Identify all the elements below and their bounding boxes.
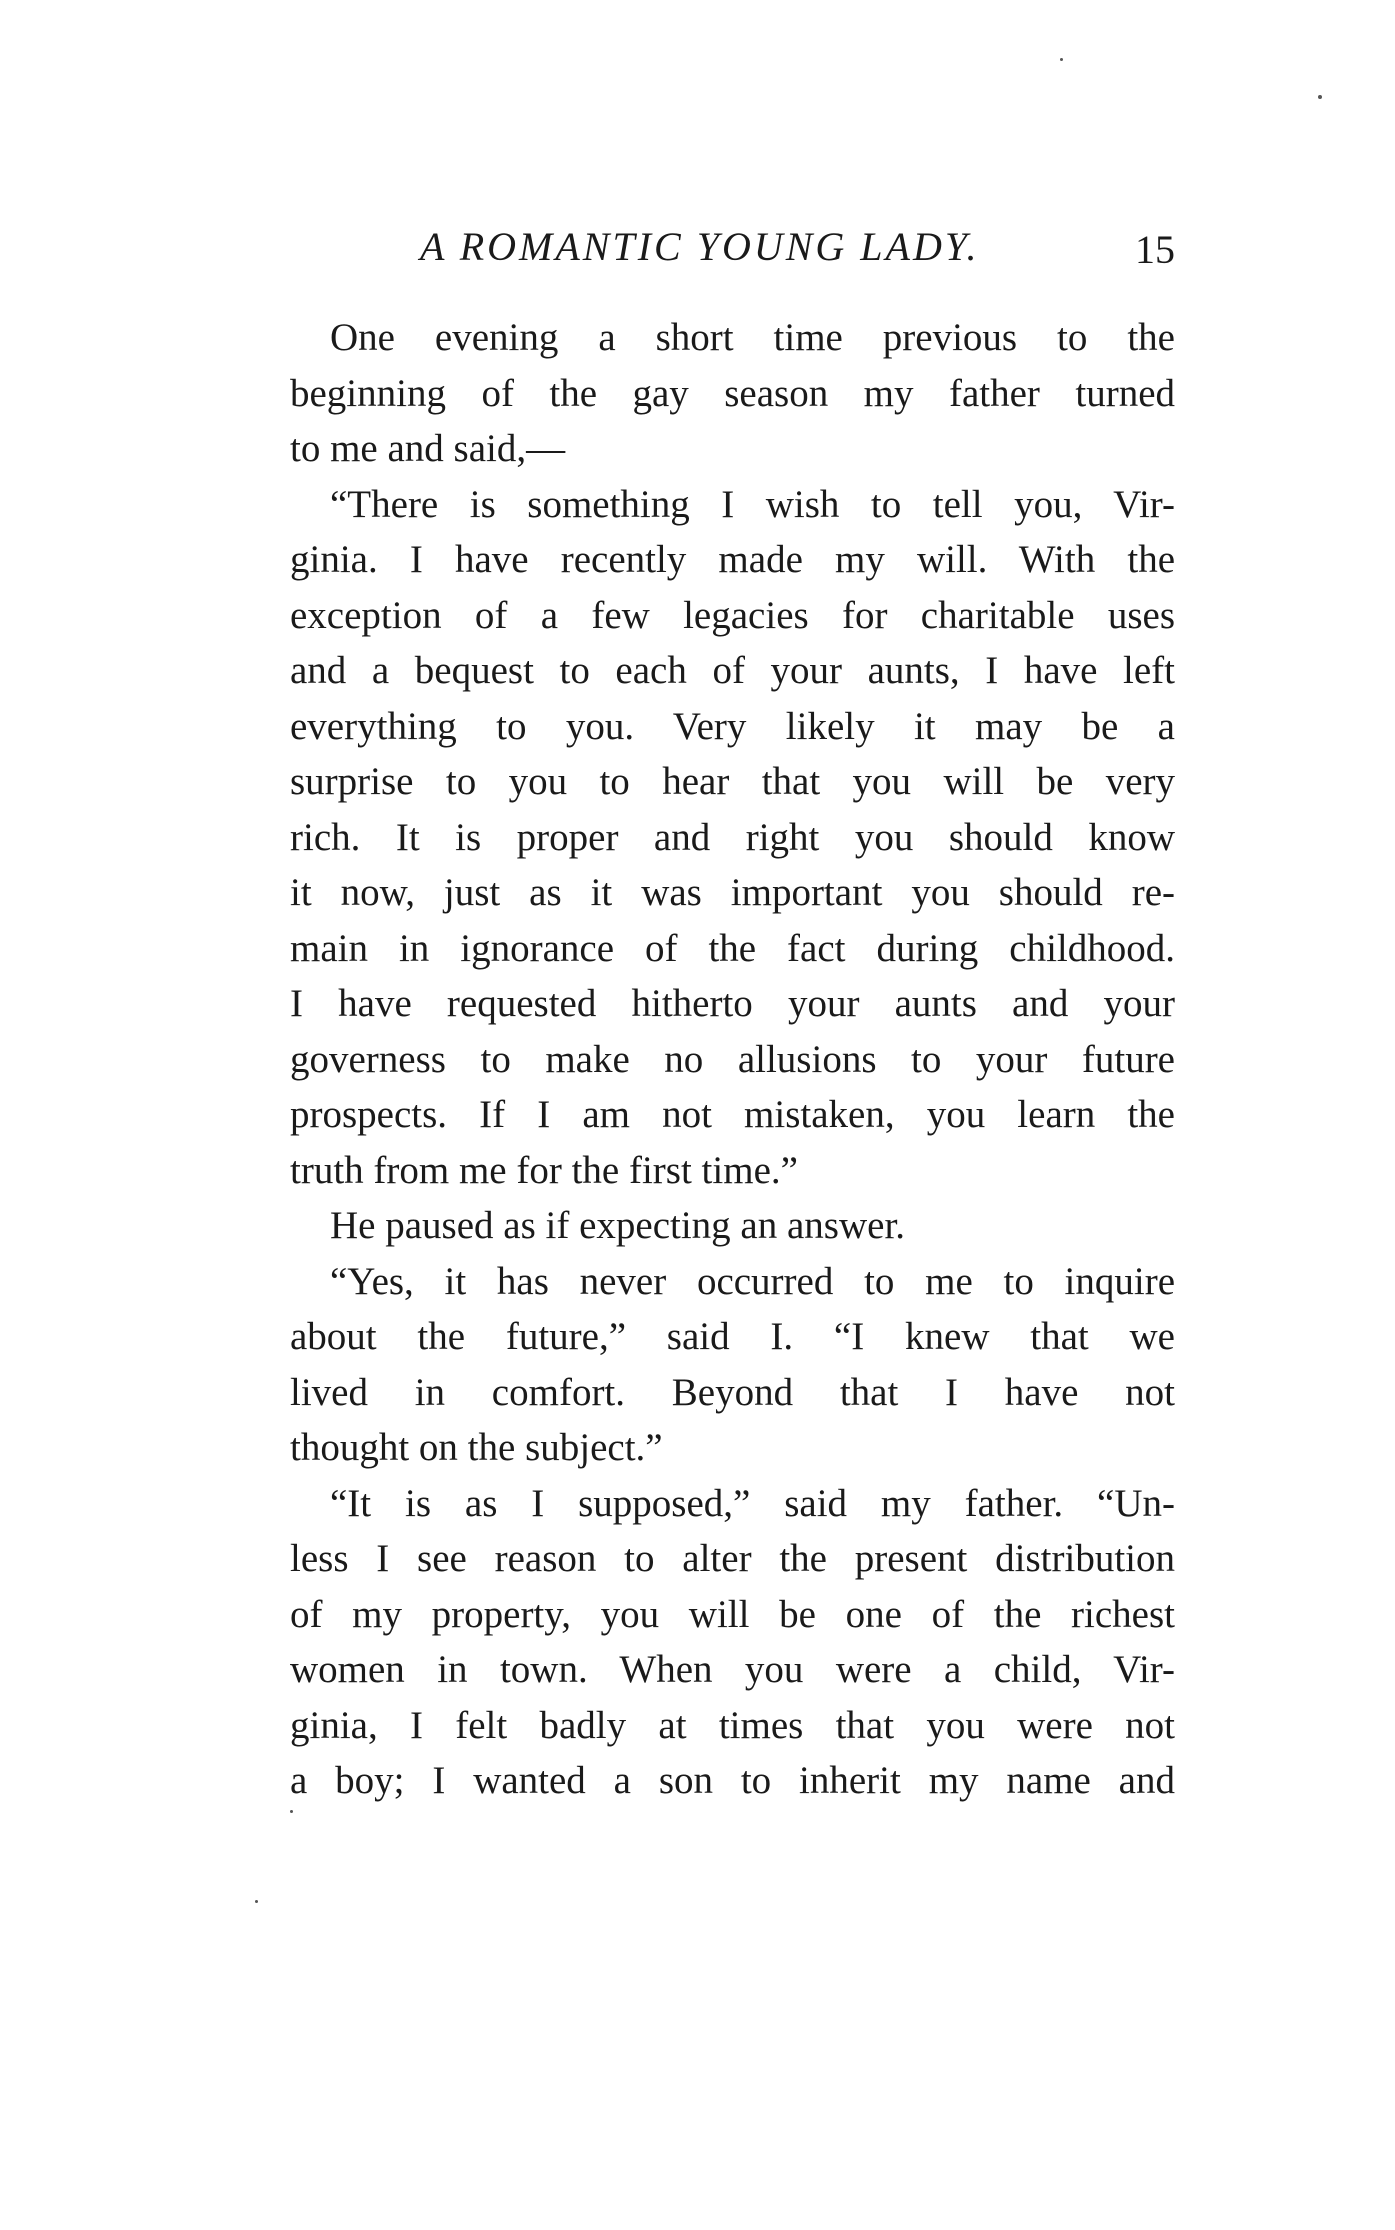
text-line: lived in comfort. Beyond that I have not [290,1370,1175,1414]
text-line: rich. It is proper and right you should know [290,815,1175,859]
text-line: and a bequest to each of your aunts, I have left [290,649,1175,692]
text-line: women in town. When you were a child, Vir- [290,1648,1175,1691]
text-line: a boy; I wanted a son to inherit my name and [290,1759,1175,1802]
text-line: exception of a few legacies for charitable uses [290,593,1175,637]
text-line: One evening a short time previous to the [330,316,1175,359]
text-line: “There is something I wish to tell you, Vir- [330,482,1175,526]
body-text [290,310,1175,1809]
scan-speck [290,1810,293,1813]
text-line: beginning of the gay season my father turned [290,371,1175,415]
text-line: He paused as if expecting an answer. [330,1204,906,1247]
text-line: everything to you. Very likely it may be a [290,704,1175,748]
text-line: “Yes, it has never occurred to me to inquire [330,1259,1175,1303]
scan-speck [1060,58,1063,61]
text-line: thought on the subject.” [290,1426,663,1469]
text-line: it now, just as it was important you should re- [290,871,1175,914]
text-line: truth from me for the first time.” [290,1148,798,1192]
text-line: of my property, you will be one of the richest [290,1592,1175,1636]
scan-speck [255,1900,258,1903]
text-line: ginia. I have recently made my will. With the [290,538,1175,581]
text-line: less I see reason to alter the present distribution [290,1537,1175,1580]
text-line: to me and said,— [290,427,566,470]
page-number: 15 [1135,227,1175,272]
text-line: governess to make no allusions to your future [290,1037,1175,1081]
text-line: I have requested hitherto your aunts and your [290,982,1175,1025]
text-line: about the future,” said I. “I knew that we [290,1315,1175,1358]
text-line: main in ignorance of the fact during childhood. [290,926,1175,970]
scan-speck [1318,95,1322,99]
running-title: A ROMANTIC YOUNG LADY. [420,224,980,269]
text-line: ginia, I felt badly at times that you were not [290,1703,1175,1747]
text-line: “It is as I supposed,” said my father. “Un- [330,1481,1175,1525]
text-line: prospects. If I am not mistaken, you learn the [290,1093,1175,1136]
text-line: surprise to you to hear that you will be very [290,760,1175,803]
